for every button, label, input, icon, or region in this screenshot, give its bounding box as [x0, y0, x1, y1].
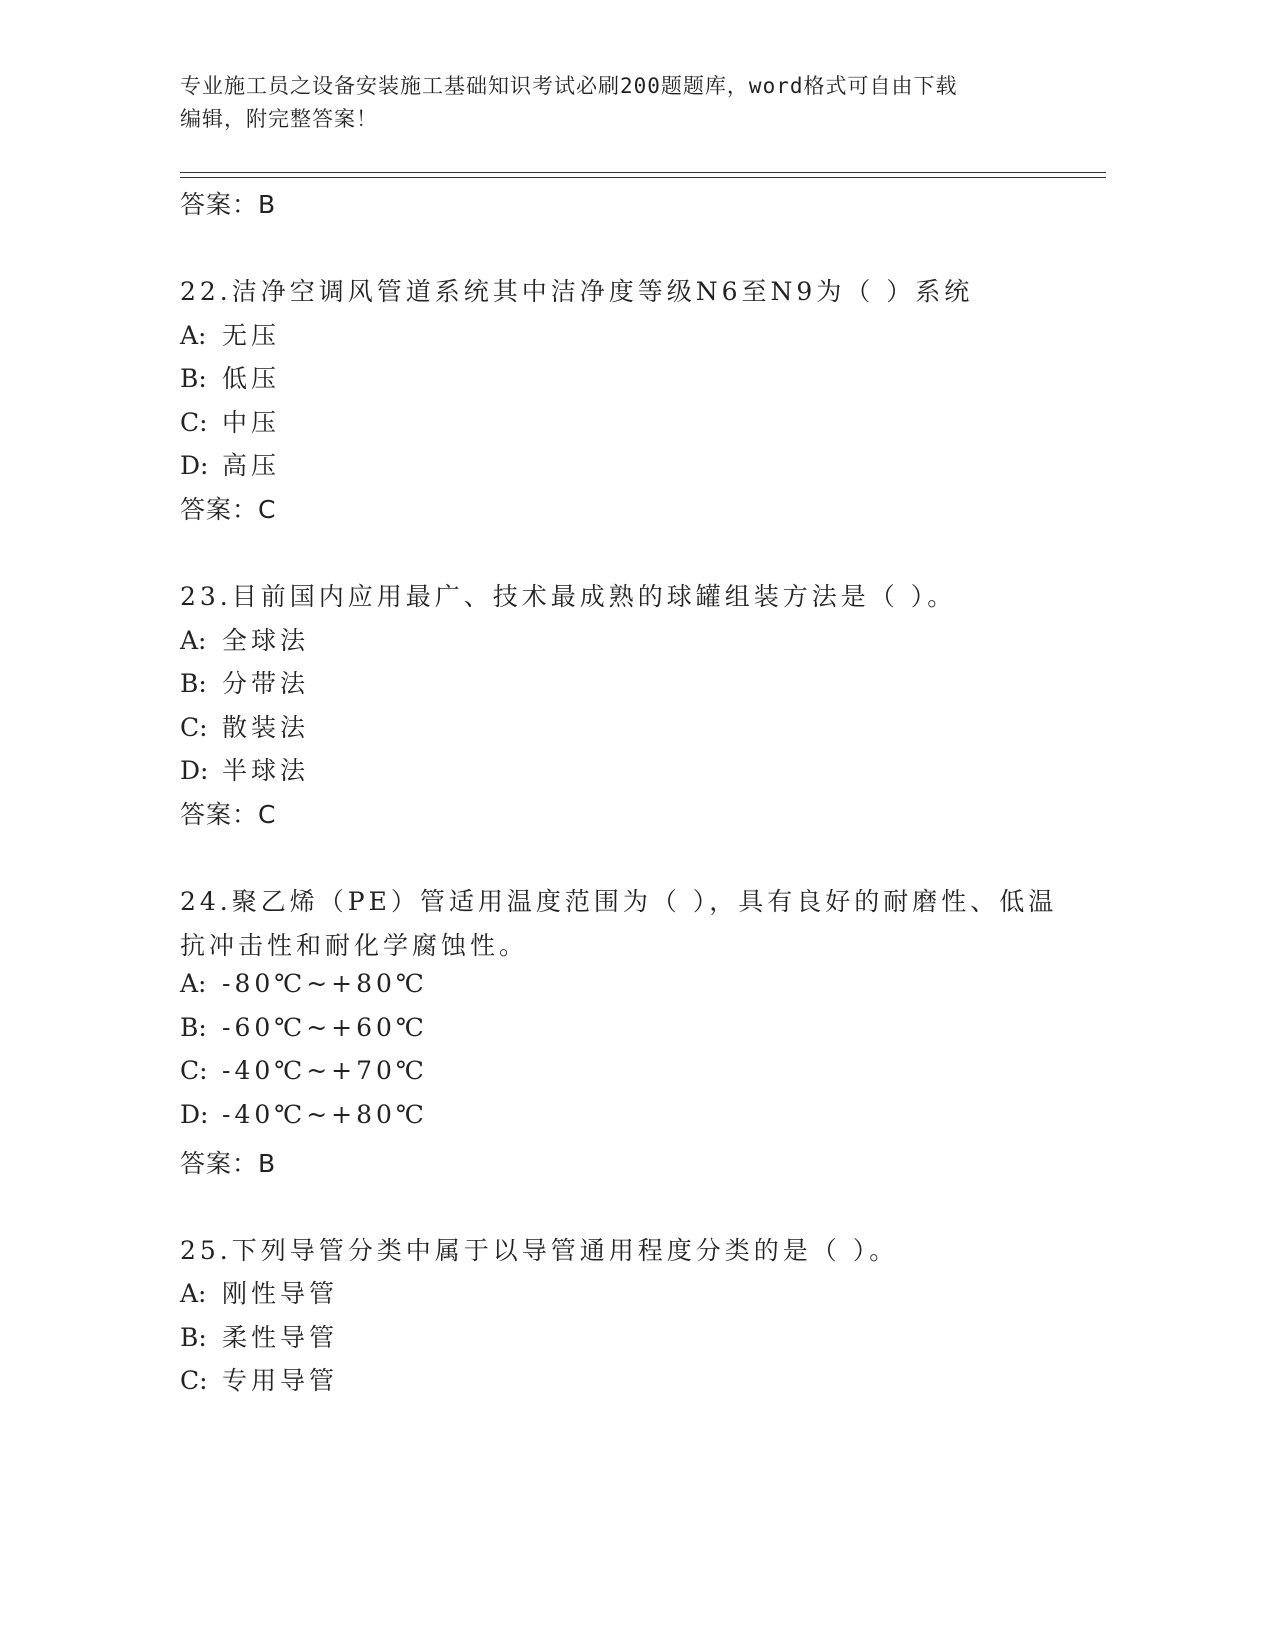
option-24-b	[180, 1013, 428, 1042]
question-24-line-2: 抗冲击性和耐化学腐蚀性。	[180, 931, 529, 960]
option-label: D:	[180, 756, 209, 785]
option-text: 刚性导管	[222, 1279, 339, 1308]
header-line-1: 专业施工员之设备安装施工基础知识考试必刷200题题库，word格式可自由下载	[180, 74, 958, 98]
question-25: 25.下列导管分类中属于以导管通用程度分类的是（ ）。	[180, 1236, 899, 1265]
option-label: C:	[180, 713, 208, 742]
option-label: A:	[180, 969, 207, 998]
header-divider-bottom	[180, 177, 1106, 178]
option-22-b	[180, 359, 280, 395]
option-22-c	[180, 403, 280, 439]
option-25-a	[180, 1274, 338, 1310]
option-label: D:	[180, 451, 209, 480]
answer-23: 答案：C	[180, 800, 277, 829]
previous-answer: 答案：B	[180, 190, 277, 219]
answer-24: 答案：B	[180, 1149, 277, 1178]
option-text: 中压	[222, 408, 281, 437]
option-25-b	[180, 1318, 338, 1354]
document-header	[180, 70, 1040, 136]
option-23-a	[180, 621, 309, 657]
option-text: 分带法	[222, 669, 310, 698]
option-label: C:	[180, 408, 208, 437]
option-label: B:	[180, 1323, 207, 1352]
option-text: -40℃~+70℃	[222, 1056, 428, 1085]
option-label: D:	[180, 1100, 209, 1129]
option-text: -80℃~+80℃	[222, 969, 428, 998]
header-divider-top	[180, 172, 1106, 173]
option-text: 无压	[222, 321, 281, 350]
option-text: -40℃~+80℃	[222, 1100, 428, 1129]
option-22-a	[180, 316, 280, 352]
option-label: A:	[180, 1279, 207, 1308]
option-24-d	[180, 1100, 428, 1129]
option-22-d	[180, 446, 280, 482]
option-label: C:	[180, 1056, 208, 1085]
option-23-b	[180, 664, 309, 700]
option-label: B:	[180, 364, 207, 393]
option-text: 低压	[222, 364, 281, 393]
question-23: 23.目前国内应用最广、技术最成熟的球罐组装方法是（ ）。	[180, 582, 957, 611]
option-label: A:	[180, 321, 207, 350]
answer-22: 答案：C	[180, 495, 277, 524]
option-label: C:	[180, 1366, 208, 1395]
option-text: 全球法	[222, 626, 310, 655]
option-text: 高压	[222, 451, 281, 480]
option-text: -60℃~+60℃	[222, 1013, 428, 1042]
question-24-line-1: 24.聚乙烯（PE）管适用温度范围为（ ），具有良好的耐磨性、低温	[180, 887, 1058, 916]
option-23-d	[180, 751, 309, 787]
option-text: 专用导管	[222, 1366, 339, 1395]
option-23-c	[180, 708, 309, 744]
header-line-2: 编辑，附完整答案！	[180, 107, 378, 131]
question-22: 22.洁净空调风管道系统其中洁净度等级N6至N9为（ ）系统	[180, 277, 974, 306]
option-label: B:	[180, 669, 207, 698]
option-label: B:	[180, 1013, 207, 1042]
option-24-a	[180, 969, 428, 998]
option-label: A:	[180, 626, 207, 655]
option-24-c	[180, 1056, 428, 1085]
option-text: 半球法	[222, 756, 310, 785]
option-text: 散装法	[222, 713, 310, 742]
option-text: 柔性导管	[222, 1323, 339, 1352]
option-25-c	[180, 1361, 338, 1397]
